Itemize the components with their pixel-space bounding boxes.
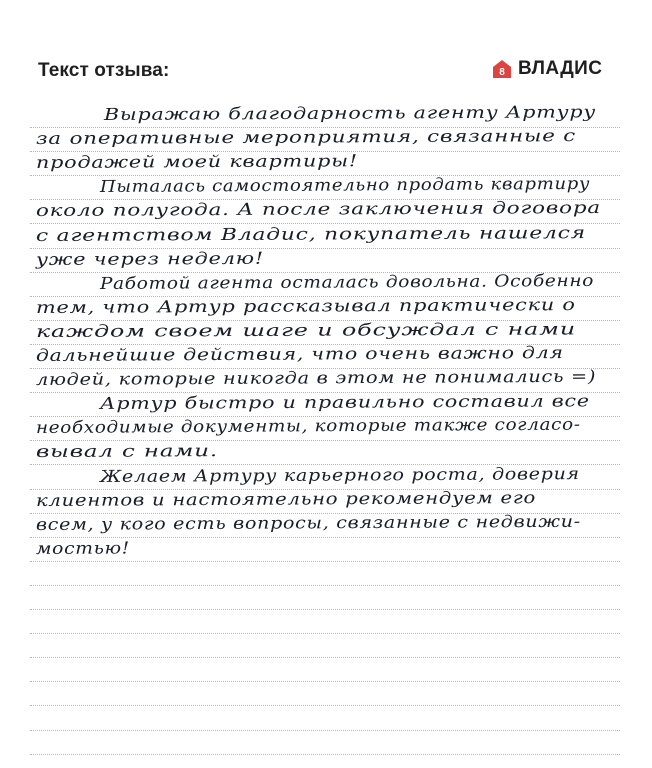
review-line: за оперативные мероприятия, связанные с	[35, 126, 577, 149]
review-line: тем, что Артур рассказывал практически о	[35, 294, 576, 317]
review-line: мостью!	[35, 538, 131, 558]
review-line: дальнейшие действия, что очень важно для	[35, 343, 564, 365]
review-line: уже через неделю!	[35, 248, 264, 269]
review-line: клиентов и настоятельно рекомендуем его	[35, 487, 537, 510]
review-line: Желаем Артуру карьерного роста, доверия	[99, 463, 580, 486]
svg-text:8: 8	[499, 67, 505, 78]
review-line: людей, которые никогда в этом не понимались =)	[35, 366, 597, 390]
review-line: Работой агента осталась довольна. Особенно	[99, 270, 595, 293]
review-line: продажей моей квартиры!	[35, 151, 359, 173]
review-line: каждом своем шаге и обсуждал с нами	[35, 319, 577, 341]
brand-name: ВЛАДИС	[518, 58, 603, 79]
review-line: вывал с нами.	[35, 441, 219, 462]
page-title: Текст отзыва:	[38, 60, 170, 81]
review-line: всем, у кого есть вопросы, связанные с недвижи-	[35, 511, 581, 534]
review-line: Артур быстро и правильно составил все	[99, 391, 590, 414]
review-line: около полугода. А после заключения договора	[35, 198, 602, 221]
review-line: необходимые документы, которые также согласо-	[35, 414, 581, 438]
review-line: Пыталась самостоятельно продать квартиру	[99, 174, 591, 197]
review-line: с агентством Владис, покупатель нашелся	[35, 222, 586, 245]
review-line: Выражаю благодарность агенту Артуру	[103, 102, 597, 124]
